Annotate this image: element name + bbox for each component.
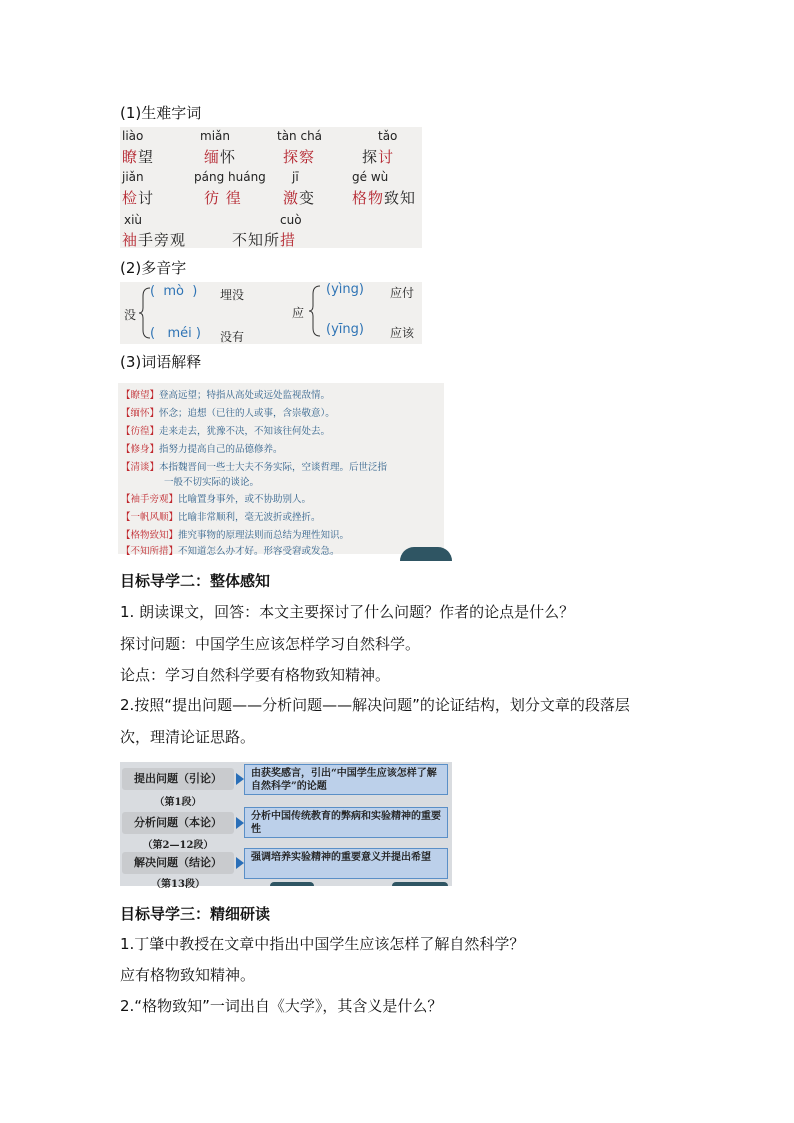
structure-paragraphs: （第13段） [151, 879, 205, 890]
pinyin: miǎn [200, 129, 230, 143]
definitions-image [118, 383, 444, 557]
example-word: 没有 [220, 330, 245, 344]
pinyin-reading: (yīng) [326, 322, 364, 337]
arrow-right-icon [236, 857, 244, 869]
section-heading-vocab: (1)生难字词 [120, 104, 202, 122]
vocab-word: 缅怀 [204, 148, 237, 166]
vocab-word: 格物致知 [352, 189, 417, 207]
arrow-right-icon [236, 773, 244, 785]
structure-description: 分析中国传统教育的弊病和实验精神的重要性 [244, 807, 448, 838]
goal-heading-3: 目标导学三：精细研读 [120, 905, 271, 923]
decorative-shape [270, 882, 314, 886]
vocab-word: 袖手旁观 [122, 231, 187, 249]
decorative-shape [392, 882, 448, 886]
pinyin: tàn chá [277, 129, 323, 143]
definition-line: 【不知所措】不知道怎么办才好。形容受窘或发急。 [121, 546, 340, 557]
pinyin: xiù [124, 213, 143, 227]
definition-line: 【缅怀】怀念；追想（已往的人或事，含崇敬意）。 [121, 408, 335, 419]
vocab-word: 瞭望 [122, 148, 155, 166]
structure-paragraphs: （第2—12段） [142, 840, 214, 851]
structure-paragraphs: （第1段） [154, 797, 202, 808]
decorative-shape [400, 547, 452, 561]
pinyin: cuò [280, 213, 302, 227]
argument-structure-diagram [120, 762, 452, 890]
vocab-word: 不知所措 [232, 231, 297, 249]
definition-line: 【瞭望】登高远望；特指从高处或远处监视敌情。 [121, 390, 331, 401]
pinyin-reading: (yìng) [326, 282, 364, 297]
structure-label: 提出问题（引论） [122, 768, 234, 790]
arrow-right-icon [236, 817, 244, 829]
section-heading-polyphone: (2)多音字 [120, 259, 187, 277]
definition-line: 【清谈】本指魏晋间一些士大夫不务实际，空谈哲理。后世泛指 [121, 462, 388, 473]
pinyin-reading: ( mò ) [150, 284, 198, 299]
question-2-line2: 次，理清论证思路。 [120, 728, 256, 746]
pinyin: páng huáng [194, 170, 266, 184]
goal-heading-2: 目标导学二：整体感知 [120, 572, 271, 590]
structure-label: 解决问题（结论） [122, 852, 234, 874]
structure-description: 由获奖感言，引出“中国学生应该怎样了解自然科学”的论题 [244, 764, 448, 795]
vocab-word: 探察 [283, 148, 316, 166]
pinyin: liào [122, 129, 144, 143]
example-word: 埋没 [220, 288, 245, 302]
answer-3: 应有格物致知精神。 [120, 966, 256, 984]
section-heading-definitions: (3)词语解释 [120, 353, 202, 371]
answer-thesis: 论点：学习自然科学要有格物致知精神。 [120, 666, 391, 684]
structure-label: 分析问题（本论） [122, 812, 234, 834]
definition-line: 【格物致知】推究事物的原理法则而总结为理性知识。 [121, 530, 350, 541]
polyphone-image [120, 282, 422, 344]
answer-topic: 探讨问题：中国学生应该怎样学习自然科学。 [120, 635, 421, 653]
definition-line: 【修身】指努力提高自己的品德修养。 [121, 444, 283, 455]
pinyin: gé wù [352, 170, 389, 184]
question-2-line1: 2.按照“提出问题——分析问题——解决问题”的论证结构，划分文章的段落层 [120, 696, 630, 714]
definition-line: 一般不切实际的谈论。 [164, 477, 260, 488]
question-1: 1. 朗读课文，回答：本文主要探讨了什么问题？作者的论点是什么？ [120, 603, 575, 621]
example-word: 应该 [390, 326, 415, 340]
definition-line: 【彷徨】走来走去，犹豫不决，不知该往何处去。 [121, 426, 331, 437]
vocab-word: 彷 徨 [204, 189, 242, 207]
polyphone-char: 没 [124, 308, 137, 322]
definition-line: 【一帆风顺】比喻非常顺利，毫无波折或挫折。 [121, 512, 321, 523]
definition-line: 【袖手旁观】比喻置身事外，或不协助别人。 [121, 494, 312, 505]
vocab-word: 探讨 [362, 148, 395, 166]
structure-description: 强调培养实验精神的重要意义并提出希望 [244, 848, 448, 879]
question-4: 2.“格物致知”一词出自《大学》，其含义是什么？ [120, 997, 443, 1015]
polyphone-char: 应 [292, 306, 305, 320]
pinyin: jī [292, 170, 299, 184]
question-3: 1.丁肇中教授在文章中指出中国学生应该怎样了解自然科学？ [120, 935, 525, 953]
vocab-image [120, 127, 422, 248]
vocab-word: 检讨 [122, 189, 155, 207]
example-word: 应付 [390, 286, 415, 300]
pinyin: jiǎn [122, 170, 144, 184]
pinyin: tǎo [378, 129, 398, 143]
pinyin-reading: ( méi ) [150, 326, 201, 341]
vocab-word: 激变 [283, 189, 316, 207]
brace-icon [308, 284, 322, 340]
